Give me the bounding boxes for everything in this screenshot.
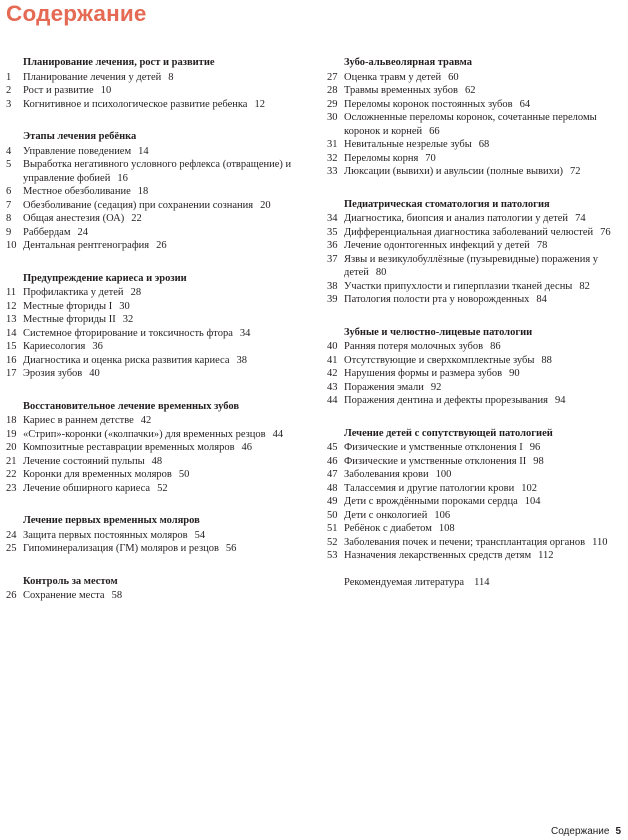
chapter-title: Дети с врождёнными пороками сердца (344, 496, 518, 507)
chapter-title: Заболевания крови (344, 469, 429, 480)
toc-entry[interactable] (327, 165, 625, 179)
toc-entry[interactable] (327, 441, 625, 455)
chapter-title: Диагностика и оценка риска развития кариеса (23, 354, 230, 366)
toc-entry[interactable] (6, 529, 306, 543)
page-number: 84 (536, 294, 547, 305)
toc-entry[interactable] (327, 239, 625, 253)
page-number: 32 (122, 314, 134, 325)
chapter-title: Рост и развитие (23, 85, 94, 96)
page-number: 56 (225, 543, 237, 554)
chapter-number: 2 (6, 85, 12, 96)
toc-entry[interactable] (327, 495, 625, 509)
section-title: Восстановительное лечение временных зубов (23, 400, 240, 412)
toc-entry[interactable] (327, 71, 625, 85)
toc-entry[interactable] (327, 84, 625, 98)
page-number: 60 (448, 71, 459, 83)
chapter-number: 20 (6, 442, 17, 453)
chapter-number: 34 (327, 213, 338, 224)
chapter-number: 16 (6, 354, 17, 366)
section-title: Этапы лечения ребёнка (23, 131, 137, 142)
chapter-title: Невитальные незрелые зубы (344, 139, 472, 150)
page-number: 110 (592, 536, 608, 548)
page-number: 12 (254, 98, 265, 110)
page-number: 72 (570, 166, 581, 177)
chapter-number: 41 (327, 354, 338, 366)
chapter-title: Управление поведением (23, 145, 132, 157)
page-number: 10 (100, 85, 112, 96)
chapter-number: 10 (6, 240, 17, 251)
toc-entry[interactable] (327, 340, 625, 354)
page-number: 8 (168, 71, 174, 83)
chapter-title: Переломы коронок постоянных зубов (344, 98, 513, 110)
chapter-title: Композитные реставрации временных моляров (23, 442, 235, 453)
chapter-title: Физические и умственные отклонения II (344, 455, 527, 467)
chapter-number: 13 (6, 314, 17, 325)
page-number: 66 (429, 125, 440, 137)
toc-section (327, 326, 625, 408)
chapter-title: Травмы временных зубов (344, 85, 458, 96)
chapter-number: 23 (6, 482, 17, 494)
toc-section (327, 427, 625, 563)
chapter-title: Планирование лечения у детей (23, 71, 162, 83)
chapter-number: 25 (6, 543, 17, 554)
chapter-number: 29 (327, 98, 338, 110)
toc-entry[interactable] (6, 145, 306, 159)
toc-entry[interactable] (327, 381, 625, 395)
toc-entry[interactable] (6, 212, 306, 226)
page-number: 108 (438, 523, 455, 534)
page-number: 14 (138, 145, 149, 157)
page-number: 106 (434, 509, 451, 521)
chapter-number: 49 (327, 496, 338, 507)
page-number: 48 (151, 455, 163, 467)
chapter-title: Участки припухлости и гиперплазии тканей десны (344, 280, 573, 292)
chapter-number: 22 (6, 469, 17, 480)
page-number: 30 (119, 300, 130, 312)
toc-entry[interactable] (327, 522, 625, 536)
chapter-number: 46 (327, 455, 338, 467)
toc-section (6, 514, 306, 556)
chapter-title: Сохранение места (23, 590, 105, 601)
chapter-title: Отсутствующие и сверхкомплектные зубы (344, 354, 535, 366)
chapter-number: 31 (327, 139, 338, 150)
toc-entry[interactable] (6, 158, 306, 185)
toc-entry[interactable] (327, 468, 625, 482)
chapter-title: Патология полости рта у новорожденных (344, 294, 530, 305)
chapter-number: 18 (6, 415, 17, 426)
chapter-title: Местные фториды I (23, 300, 113, 312)
toc-entry[interactable] (6, 226, 306, 240)
chapter-number: 35 (327, 226, 338, 238)
section-title: Зубо-альвеолярная травма (344, 57, 472, 68)
toc-entry[interactable] (327, 455, 625, 469)
chapter-number: 4 (6, 145, 12, 157)
toc-section (6, 575, 306, 603)
chapter-title: Переломы корня (344, 152, 419, 164)
page-footer (551, 826, 621, 837)
chapter-title: Местные фториды II (23, 314, 116, 325)
toc-entry[interactable] (6, 468, 306, 482)
chapter-number: 19 (6, 428, 17, 440)
chapter-number: 28 (327, 85, 338, 96)
chapter-title: Физические и умственные отклонения I (344, 442, 523, 453)
page-number: 64 (519, 98, 531, 110)
page-number: 44 (272, 428, 284, 440)
chapter-number: 8 (6, 213, 12, 224)
toc-entry[interactable] (6, 482, 306, 496)
section-title: Предупреждение кариеса и эрозии (23, 272, 187, 284)
page-number: 86 (490, 341, 501, 352)
chapter-number: 48 (327, 482, 338, 494)
page-number: 20 (260, 199, 271, 211)
section-title: Зубные и челюстно-лицевые патологии (344, 326, 533, 338)
page-number: 68 (478, 139, 490, 150)
page-number: 62 (464, 85, 476, 96)
toc-entry[interactable] (6, 84, 306, 98)
chapter-number: 3 (6, 98, 12, 110)
page-number: 28 (130, 287, 142, 298)
chapter-title: Дифференциальная диагностика заболеваний челюстей (344, 226, 594, 238)
page-number: 80 (375, 267, 387, 278)
chapter-number: 24 (6, 529, 17, 541)
section-title: Педиатрическая стоматология и патология (344, 198, 550, 210)
toc-entry[interactable] (6, 327, 306, 341)
toc-entry[interactable] (327, 549, 625, 563)
chapter-title: Назначения лекарственных средств детям (344, 550, 532, 561)
chapter-number: 5 (6, 159, 12, 170)
chapter-title: Кариес в раннем детстве (23, 415, 134, 426)
toc-entry[interactable] (6, 199, 306, 213)
chapter-title: Дети с онкологией (344, 509, 428, 521)
toc-entry[interactable] (6, 300, 306, 314)
toc-left-column (6, 56, 306, 622)
page-number: 70 (425, 152, 436, 164)
chapter-number: 42 (327, 368, 338, 379)
page-number: 76 (600, 226, 611, 238)
chapter-title: Ребёнок с диабетом (344, 523, 432, 534)
chapter-title: Гипоминерализация (ГМ) моляров и резцов (23, 543, 219, 554)
chapter-number: 32 (327, 152, 338, 164)
page-number: 22 (131, 213, 142, 224)
toc-entry[interactable] (327, 111, 625, 138)
toc-entry[interactable] (6, 589, 306, 603)
chapter-number: 15 (6, 341, 17, 352)
page-number: 78 (536, 240, 548, 251)
toc-section (6, 272, 306, 381)
page-number: 46 (241, 442, 253, 453)
chapter-number: 30 (327, 112, 338, 123)
toc-entry[interactable] (6, 455, 306, 469)
chapter-number: 26 (6, 590, 17, 601)
page-number: 54 (194, 529, 206, 541)
page-number: 40 (89, 368, 100, 379)
toc-entry[interactable] (6, 340, 306, 354)
toc-entry[interactable] (327, 226, 625, 240)
toc-section (6, 400, 306, 496)
chapter-number: 14 (6, 327, 17, 339)
chapter-number: 43 (327, 381, 338, 393)
chapter-title: Общая анестезия (ОА) (23, 213, 125, 224)
chapter-number: 44 (327, 395, 338, 406)
chapter-title: Нарушения формы и размера зубов (344, 368, 503, 379)
page-number: 100 (435, 469, 452, 480)
toc-entry[interactable] (6, 414, 306, 428)
chapter-title: Кариесология (23, 341, 86, 352)
page-number: 88 (541, 354, 552, 366)
toc-entry[interactable] (6, 185, 306, 199)
page-number: 16 (117, 172, 128, 184)
chapter-title: Когнитивное и психологическое развитие ребенка (23, 98, 248, 110)
toc-entry[interactable] (327, 253, 625, 280)
toc-section (327, 56, 625, 179)
page-number: 26 (156, 240, 167, 251)
toc-entry[interactable] (6, 367, 306, 381)
page-number: 82 (579, 280, 590, 292)
chapter-title: Обезболивание (седация) при сохранении сознания (23, 199, 254, 211)
page-number: 38 (236, 354, 247, 366)
page-number: 74 (575, 213, 586, 224)
chapter-title: Ранняя потеря молочных зубов (344, 341, 484, 352)
chapter-number: 9 (6, 226, 12, 238)
chapter-title: Поражения дентина и дефекты прорезывания (344, 395, 548, 406)
page-title: Содержание (6, 1, 147, 26)
chapter-number: 17 (6, 368, 17, 379)
page-number: 104 (524, 496, 541, 507)
chapter-number: 45 (327, 442, 338, 453)
page-number: 96 (529, 442, 541, 453)
chapter-number: 50 (327, 509, 338, 521)
chapter-number: 6 (6, 186, 12, 197)
page-number: 94 (554, 395, 566, 406)
toc-section (327, 198, 625, 307)
chapter-title: «Стрип»-коронки («колпачки») для временных резцов (23, 428, 266, 440)
page-number: 50 (178, 469, 190, 480)
page-number: 36 (92, 341, 103, 352)
toc-entry[interactable] (6, 354, 306, 368)
page-number: 52 (157, 482, 168, 494)
toc-entry[interactable] (6, 428, 306, 442)
chapter-number: 47 (327, 469, 338, 480)
page-number: 92 (430, 381, 442, 393)
chapter-title: Местное обезболивание (23, 186, 131, 197)
chapter-number: 40 (327, 341, 338, 352)
references-entry[interactable] (327, 576, 625, 590)
chapter-title: Защита первых постоянных моляров (23, 529, 188, 541)
chapter-number: 27 (327, 71, 338, 83)
page-number: 42 (140, 415, 152, 426)
chapter-title: Лечение обширного кариеса (23, 482, 151, 494)
toc-entry[interactable] (327, 509, 625, 523)
chapter-title: Системное фторирование и токсичность фтора (23, 327, 233, 339)
chapter-number: 51 (327, 523, 338, 534)
page-number: 112 (538, 550, 554, 561)
page-number: 24 (77, 226, 88, 238)
toc-entry[interactable] (6, 98, 306, 112)
chapter-title: Оценка травм у детей (344, 71, 442, 83)
chapter-number: 36 (327, 240, 338, 251)
chapter-title: Язвы и везикулобуллёзные (пузыревидные) поражения у детей (344, 253, 599, 278)
section-title: Планирование лечения, рост и развитие (23, 57, 215, 68)
footer-page-number: 5 (615, 826, 621, 837)
page-number: 90 (509, 368, 520, 379)
toc-entry[interactable] (327, 280, 625, 294)
toc-entry[interactable] (6, 441, 306, 455)
toc-entry[interactable] (327, 212, 625, 226)
chapter-title: Коронки для временных моляров (23, 469, 172, 480)
chapter-title: Талассемия и другие патологии крови (344, 482, 515, 494)
toc-entry[interactable] (6, 286, 306, 300)
chapter-number: 53 (327, 550, 338, 561)
chapter-title: Лечение одонтогенных инфекций у детей (344, 240, 530, 251)
chapter-number: 33 (327, 166, 338, 177)
chapter-title: Профилактика у детей (23, 287, 124, 298)
chapter-number: 7 (6, 199, 12, 211)
toc-section (6, 130, 306, 253)
toc-entry[interactable] (6, 239, 306, 253)
chapter-title: Раббердам (23, 226, 71, 238)
toc-entry[interactable] (6, 71, 306, 85)
section-title: Контроль за местом (23, 575, 118, 587)
toc-entry[interactable] (327, 482, 625, 496)
toc-entry[interactable] (327, 536, 625, 550)
section-title: Лечение первых временных моляров (23, 515, 200, 526)
chapter-number: 38 (327, 280, 338, 292)
chapter-title: Осложненные переломы коронок, сочетанные переломы коронок и корней (344, 112, 597, 137)
chapter-number: 21 (6, 455, 17, 467)
toc-entry[interactable] (327, 354, 625, 368)
page-number: 98 (533, 455, 544, 467)
chapter-number: 52 (327, 536, 338, 548)
chapter-number: 12 (6, 300, 17, 312)
references-page-number: 114 (474, 576, 490, 588)
references-title: Рекомендуемая литература (344, 576, 465, 588)
chapter-number: 11 (6, 287, 17, 298)
toc-entry[interactable] (6, 313, 306, 327)
toc-entry[interactable] (327, 138, 625, 152)
chapter-title: Лечение состояний пульпы (23, 455, 145, 467)
page-number: 18 (137, 186, 149, 197)
chapter-number: 37 (327, 253, 338, 265)
chapter-title: Люксации (вывихи) и авульсии (полные вывихи) (344, 166, 564, 177)
toc-entry[interactable] (327, 293, 625, 307)
toc-entry[interactable] (327, 152, 625, 166)
page-number: 34 (239, 327, 251, 339)
chapter-title: Заболевания почек и печени; трансплантация органов (344, 536, 586, 548)
toc-entry[interactable] (327, 367, 625, 381)
toc-section (6, 56, 306, 111)
toc-entry[interactable] (327, 394, 625, 408)
chapter-title: Диагностика, биопсия и анализ патологии у детей (344, 213, 569, 224)
toc-entry[interactable] (6, 542, 306, 556)
toc-right-column (327, 56, 625, 589)
page-number: 58 (111, 590, 123, 601)
toc-entry[interactable] (327, 98, 625, 112)
chapter-title: Дентальная рентгенография (23, 240, 150, 251)
page-number: 102 (521, 482, 537, 494)
chapter-number: 39 (327, 294, 338, 305)
chapter-title: Выработка негативного условного рефлекса (отвращение) и управление фобией (23, 159, 292, 184)
chapter-title: Эрозия зубов (23, 368, 83, 379)
section-title: Лечение детей с сопутствующей патологией (344, 427, 553, 439)
footer-label: Содержание (550, 826, 610, 837)
chapter-number: 1 (6, 71, 12, 83)
chapter-title: Поражения эмали (344, 381, 424, 393)
